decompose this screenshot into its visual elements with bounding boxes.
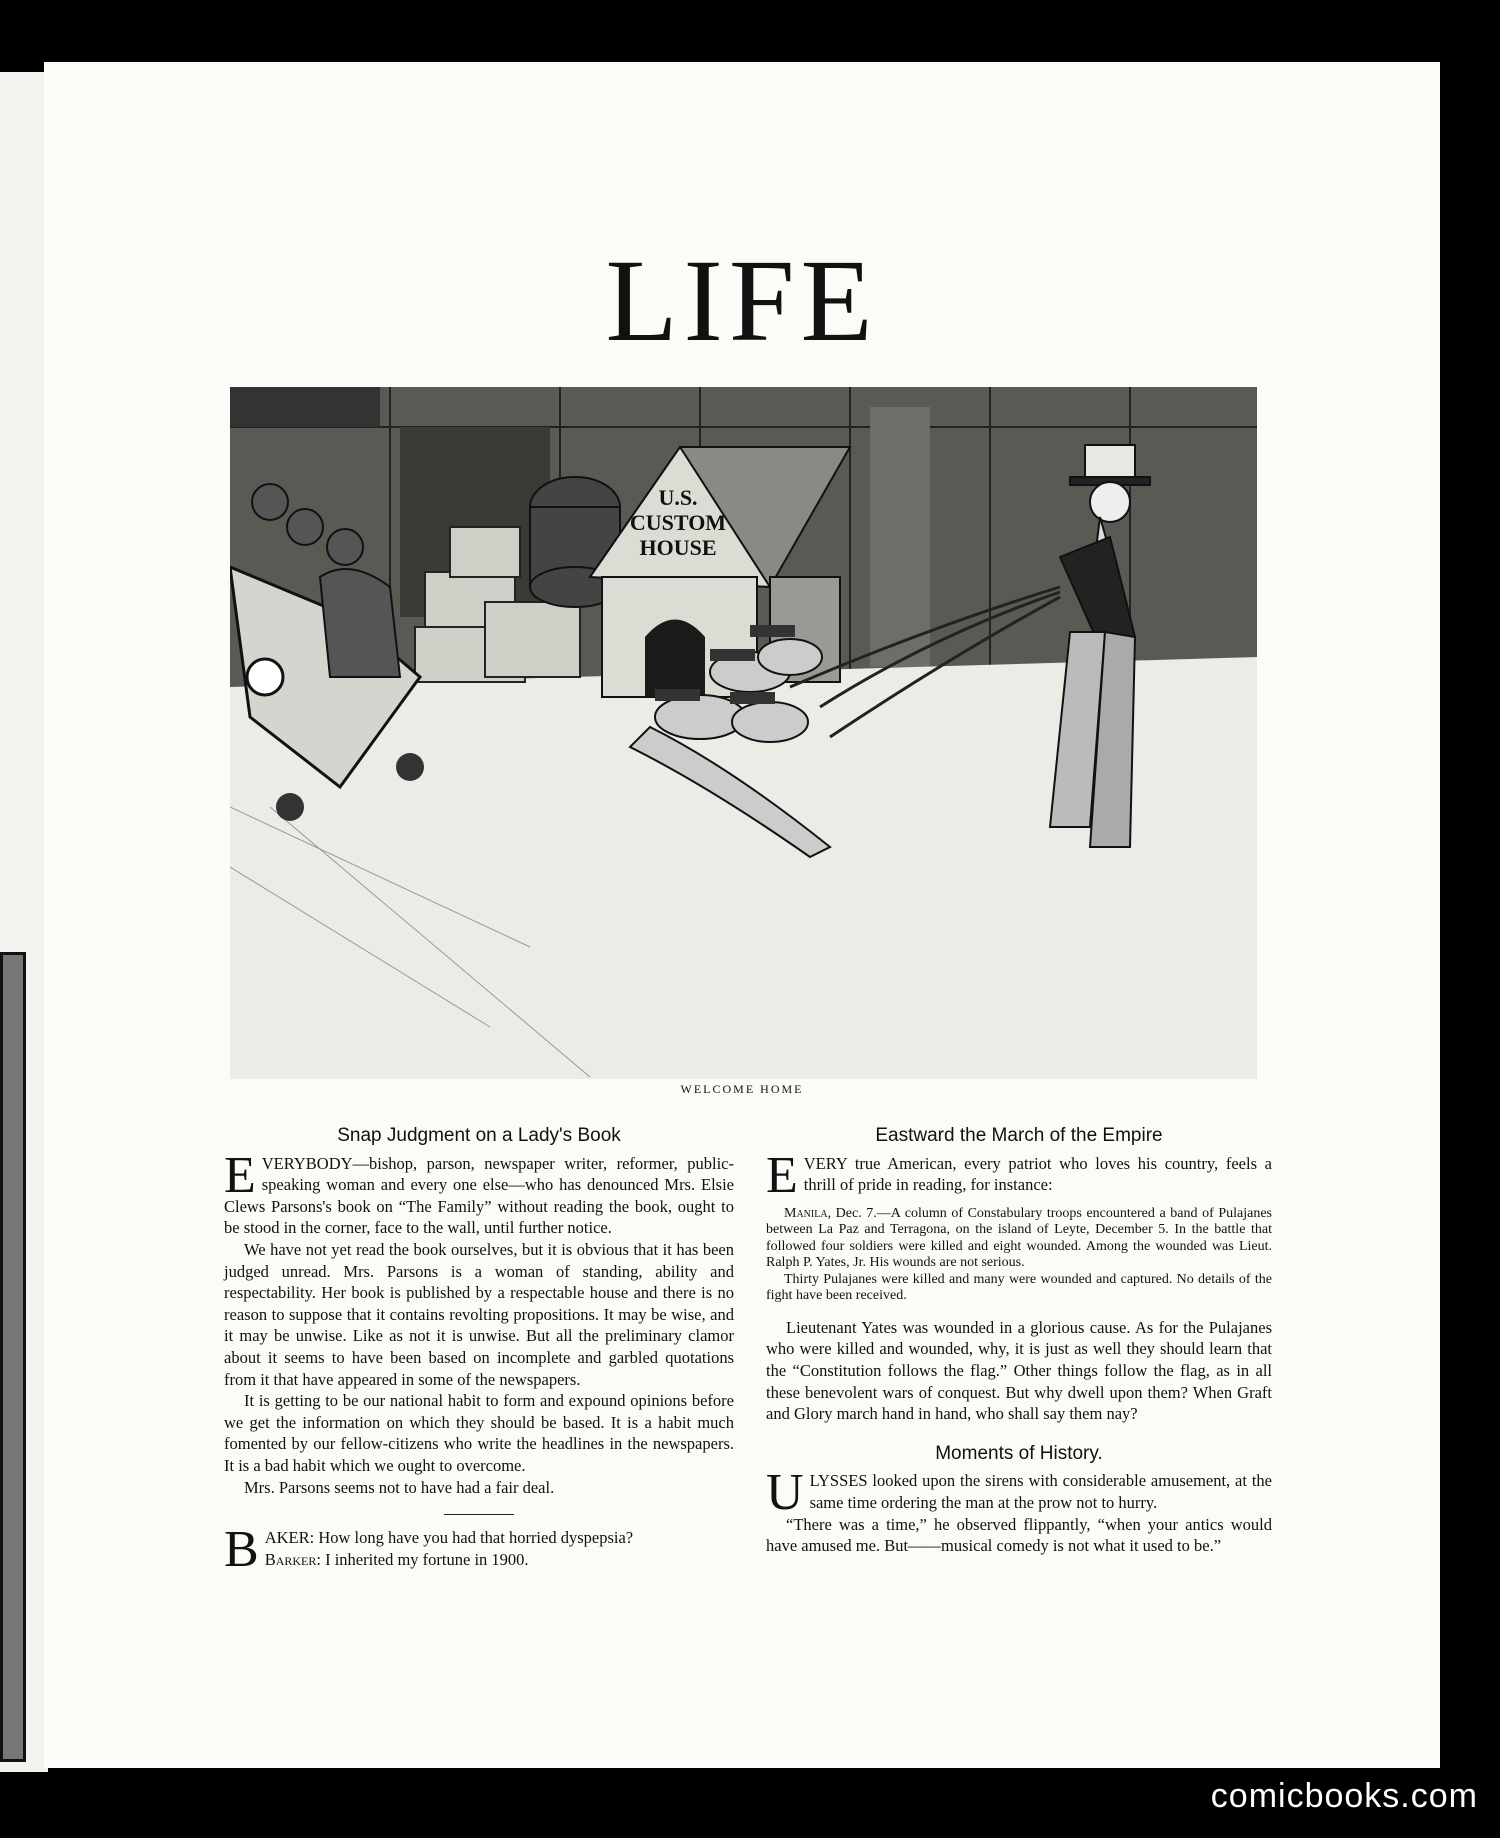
article-paragraph: Mrs. Parsons seems not to have had a fair deal. [244, 1477, 555, 1497]
speaker-name: AKER [264, 1528, 310, 1548]
paragraph-text: looked upon the sirens with considerable amusement, at the same time ordering the man at the prow not to hurry. [809, 1471, 1272, 1512]
joke-line-1 [224, 1521, 734, 1579]
lead-word: VERYBODY [261, 1153, 353, 1173]
news-dispatch-quote [766, 1206, 1272, 1305]
joke-text: : How long have you had that horried dyspepsia? [309, 1528, 634, 1548]
drop-cap: E [224, 1146, 256, 1204]
article-heading-eastward: Eastward the March of the Empire [875, 1125, 1163, 1146]
dispatch-place: Manila [784, 1205, 828, 1221]
drop-cap: E [766, 1146, 798, 1204]
article-heading-snap-judgment: Snap Judgment on a Lady's Book [337, 1125, 621, 1146]
adjacent-page-strip [0, 72, 48, 1772]
article-paragraph: It is getting to be our national habit to form and expound opinions before we get the information on which they should be based. It is a habit much fomented by our fellow-citizens who write the headlines in the newspapers. It is a bad habit which we ought to overcome. [224, 1391, 734, 1475]
magazine-page [44, 62, 1440, 1768]
article-heading-moments: Moments of History. [935, 1442, 1103, 1464]
article-paragraph: “There was a time,” he observed flippantly, “when your antics would have amused me. But——musical comedy is not what it used to be.” [766, 1514, 1272, 1556]
cartoon-caption: WELCOME HOME [680, 1082, 804, 1096]
drop-cap: B [224, 1521, 259, 1579]
left-column [224, 1125, 734, 1579]
article-paragraph: We have not yet read the book ourselves, but it is obvious that it has been judged unread. Mrs. Parsons is a woman of standing, ability and respectability. Her book is published by a respectable house and there is no reason to suppose that it contains revolting propositions. It may be wise, and it may be unwise. Like as not it is unwise. But all the preliminary clamor about it seems to have been based on incomplete and garbled quotations from it that have appeared in some of the newspapers. [224, 1239, 734, 1389]
speaker-name: Barker [264, 1549, 317, 1569]
dispatch-text: , Dec. 7.—A column of Constabulary troops encountered a band of Pulajanes between La Paz and Terragona, on the island of Leyte, December 5. In the battle that followed four soldiers were killed and eight wounded. Among the wounded was Lieut. Ralph P. Yates, Jr. His wounds are not serious. [766, 1205, 1272, 1271]
doghouse-sign-us: U.S. [658, 485, 698, 510]
article-paragraph [766, 1146, 1272, 1204]
drop-cap: U [766, 1464, 804, 1522]
paragraph-text: true American, every patriot who loves his country, feels a thrill of pride in reading, for instance: [803, 1153, 1272, 1195]
lead-word: LYSSES [809, 1471, 868, 1491]
doghouse-sign-house: HOUSE [639, 535, 717, 560]
right-column [766, 1125, 1272, 1557]
article-paragraph [224, 1146, 734, 1239]
dispatch-text: Thirty Pulajanes were killed and many were wounded and captured. No details of the fight have been received. [766, 1271, 1272, 1304]
doghouse-sign-custom: CUSTOM [629, 510, 727, 535]
lead-word: VERY [803, 1153, 848, 1173]
cartoon-illustration [230, 387, 1257, 1079]
article-paragraph: Lieutenant Yates was wounded in a glorious cause. As for the Pulajanes who were killed and wounded, why, it is just as well they should learn that the “Constitution follows the flag.” Other things follow the flag, as in all these benevolent wars of conquest. But why dwell upon them? When Graft and Glory march hand in hand, who shall say them nay? [766, 1317, 1272, 1424]
adjacent-page-photo [0, 952, 26, 1762]
watermark: comicbooks.com [1210, 1777, 1478, 1815]
article-paragraph [766, 1464, 1272, 1522]
joke-text: : I inherited my fortune in 1900. [316, 1549, 529, 1569]
paragraph-text: —bishop, parson, newspaper writer, reformer, public-speaking woman and every one else—who has denounced Mrs. Elsie Clews Parsons's book on “The Family” without reading the book, ought to be stood in the corner, face to the wall, until further notice. [224, 1153, 734, 1238]
section-divider [444, 1514, 514, 1515]
masthead-title: LIFE [605, 235, 879, 366]
